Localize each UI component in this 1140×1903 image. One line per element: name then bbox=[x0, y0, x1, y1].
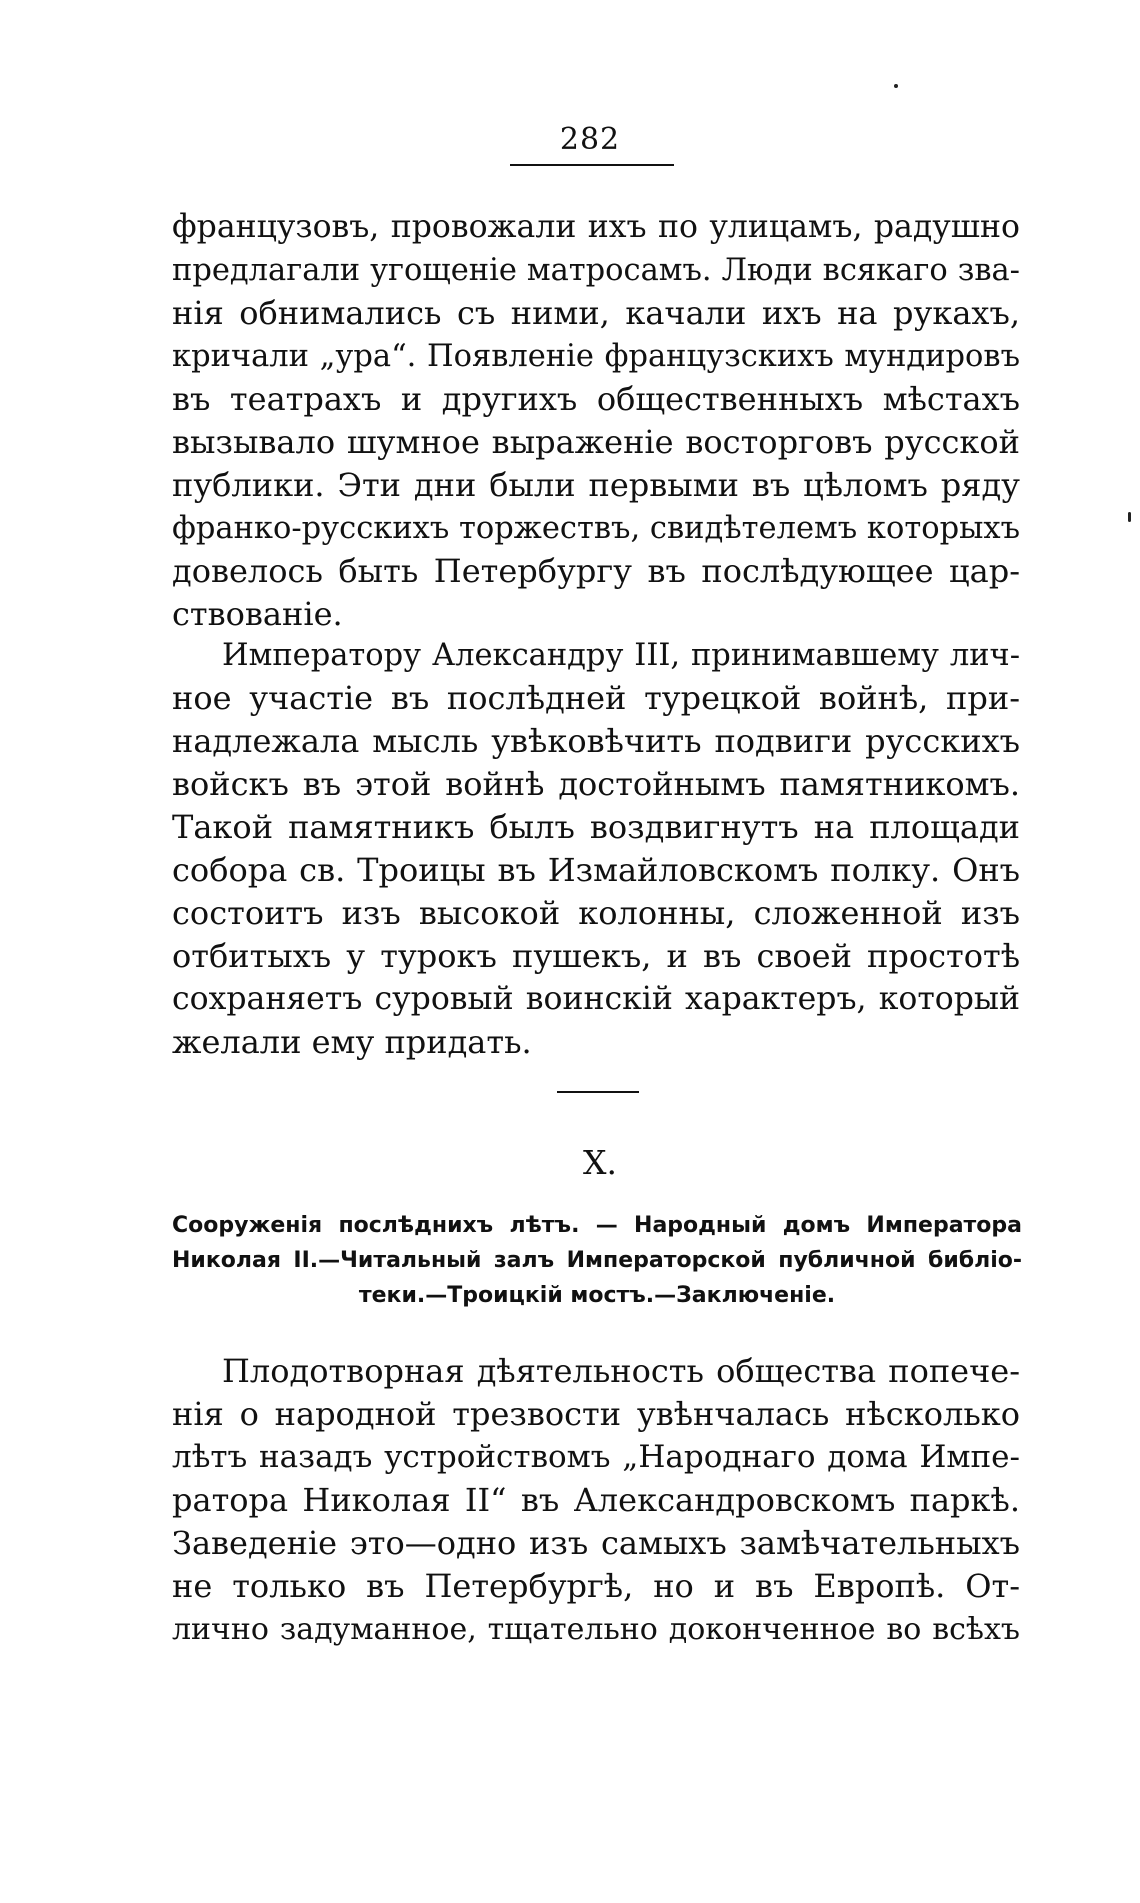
paragraph-line: Плодотворная дѣятельность общества попече- bbox=[222, 1352, 1020, 1390]
summary-line: теки.—Троицкій мостъ.—Заключеніе. bbox=[358, 1283, 836, 1308]
paragraph-line: надлежала мысль увѣковѣчить подвиги русскихъ bbox=[172, 722, 1020, 760]
paragraph-3 bbox=[172, 1350, 1020, 1651]
paragraph-line: ное участіе въ послѣдней турецкой войнѣ, при- bbox=[172, 679, 1020, 717]
paragraph-line: Такой памятникъ былъ воздвигнутъ на площади bbox=[172, 808, 1020, 846]
paragraph-line: не только въ Петербургѣ, но и въ Европѣ. От- bbox=[172, 1567, 1020, 1605]
paragraph-line: въ театрахъ и другихъ общественныхъ мѣстахъ bbox=[172, 380, 1020, 418]
paragraph-line: ратора Николая II“ въ Александровскомъ паркѣ. bbox=[172, 1481, 1020, 1519]
paragraph-line: лично задуманное, тщательно доконченное во всѣхъ bbox=[172, 1612, 1020, 1647]
paragraph-line: собора св. Троицы въ Измайловскомъ полку. Онъ bbox=[172, 851, 1020, 889]
scan-speck bbox=[894, 84, 898, 88]
paragraph-line: Императору Александру III, принимавшему лич- bbox=[222, 638, 1020, 673]
paragraph-line: нія о народной трезвости увѣнчалась нѣсколько bbox=[172, 1395, 1020, 1433]
page-number-rule bbox=[510, 164, 674, 166]
scan-speck bbox=[1128, 512, 1131, 522]
paragraph-line: публики. Эти дни были первыми въ цѣломъ ряду bbox=[172, 466, 1020, 504]
paragraph-line: состоитъ изъ высокой колонны, сложенной изъ bbox=[172, 894, 1020, 932]
paragraph-line: Заведеніе это—одно изъ самыхъ замѣчательныхъ bbox=[172, 1524, 1020, 1562]
summary-line: Николая II.—Читальный залъ Императорской публичной библіо- bbox=[172, 1248, 1022, 1273]
paragraph-line: предлагали угощеніе матросамъ. Люди всякаго зва- bbox=[172, 253, 1020, 288]
page-number: 282 bbox=[559, 122, 621, 157]
paragraph-line: сохраняетъ суровый воинскій характеръ, который bbox=[172, 981, 1020, 1017]
paragraph-line: войскъ въ этой войнѣ достойнымъ памятникомъ. bbox=[172, 765, 1020, 803]
paragraph-line: кричали „ура“. Появленіе французскихъ мундировъ bbox=[172, 339, 1020, 374]
paragraph-line: ствованіе. bbox=[172, 595, 343, 633]
section-summary bbox=[172, 1208, 1022, 1313]
section-divider bbox=[557, 1091, 639, 1093]
paragraph-line: лѣтъ назадъ устройствомъ „Народнаго дома Импе- bbox=[172, 1439, 1020, 1475]
paragraph-line: желали ему придать. bbox=[172, 1023, 532, 1061]
paragraph-line: довелось быть Петербургу въ послѣдующее цар- bbox=[172, 552, 1020, 590]
paragraph-1 bbox=[172, 206, 1020, 636]
paragraph-line: вызывало шумное выраженіе восторговъ русской bbox=[172, 423, 1020, 461]
section-number: X. bbox=[583, 1143, 617, 1182]
paragraph-line: французовъ, провожали ихъ по улицамъ, радушно bbox=[172, 209, 1020, 245]
summary-line: Сооруженія послѣднихъ лѣтъ. — Народный домъ Императора bbox=[172, 1213, 1022, 1238]
paragraph-line: отбитыхъ у турокъ пушекъ, и въ своей простотѣ bbox=[172, 937, 1020, 975]
paragraph-2 bbox=[172, 634, 1020, 1064]
paragraph-line: нія обнимались съ ними, качали ихъ на рукахъ, bbox=[172, 294, 1020, 332]
paragraph-line: франко-русскихъ торжествъ, свидѣтелемъ которыхъ bbox=[172, 511, 1020, 546]
